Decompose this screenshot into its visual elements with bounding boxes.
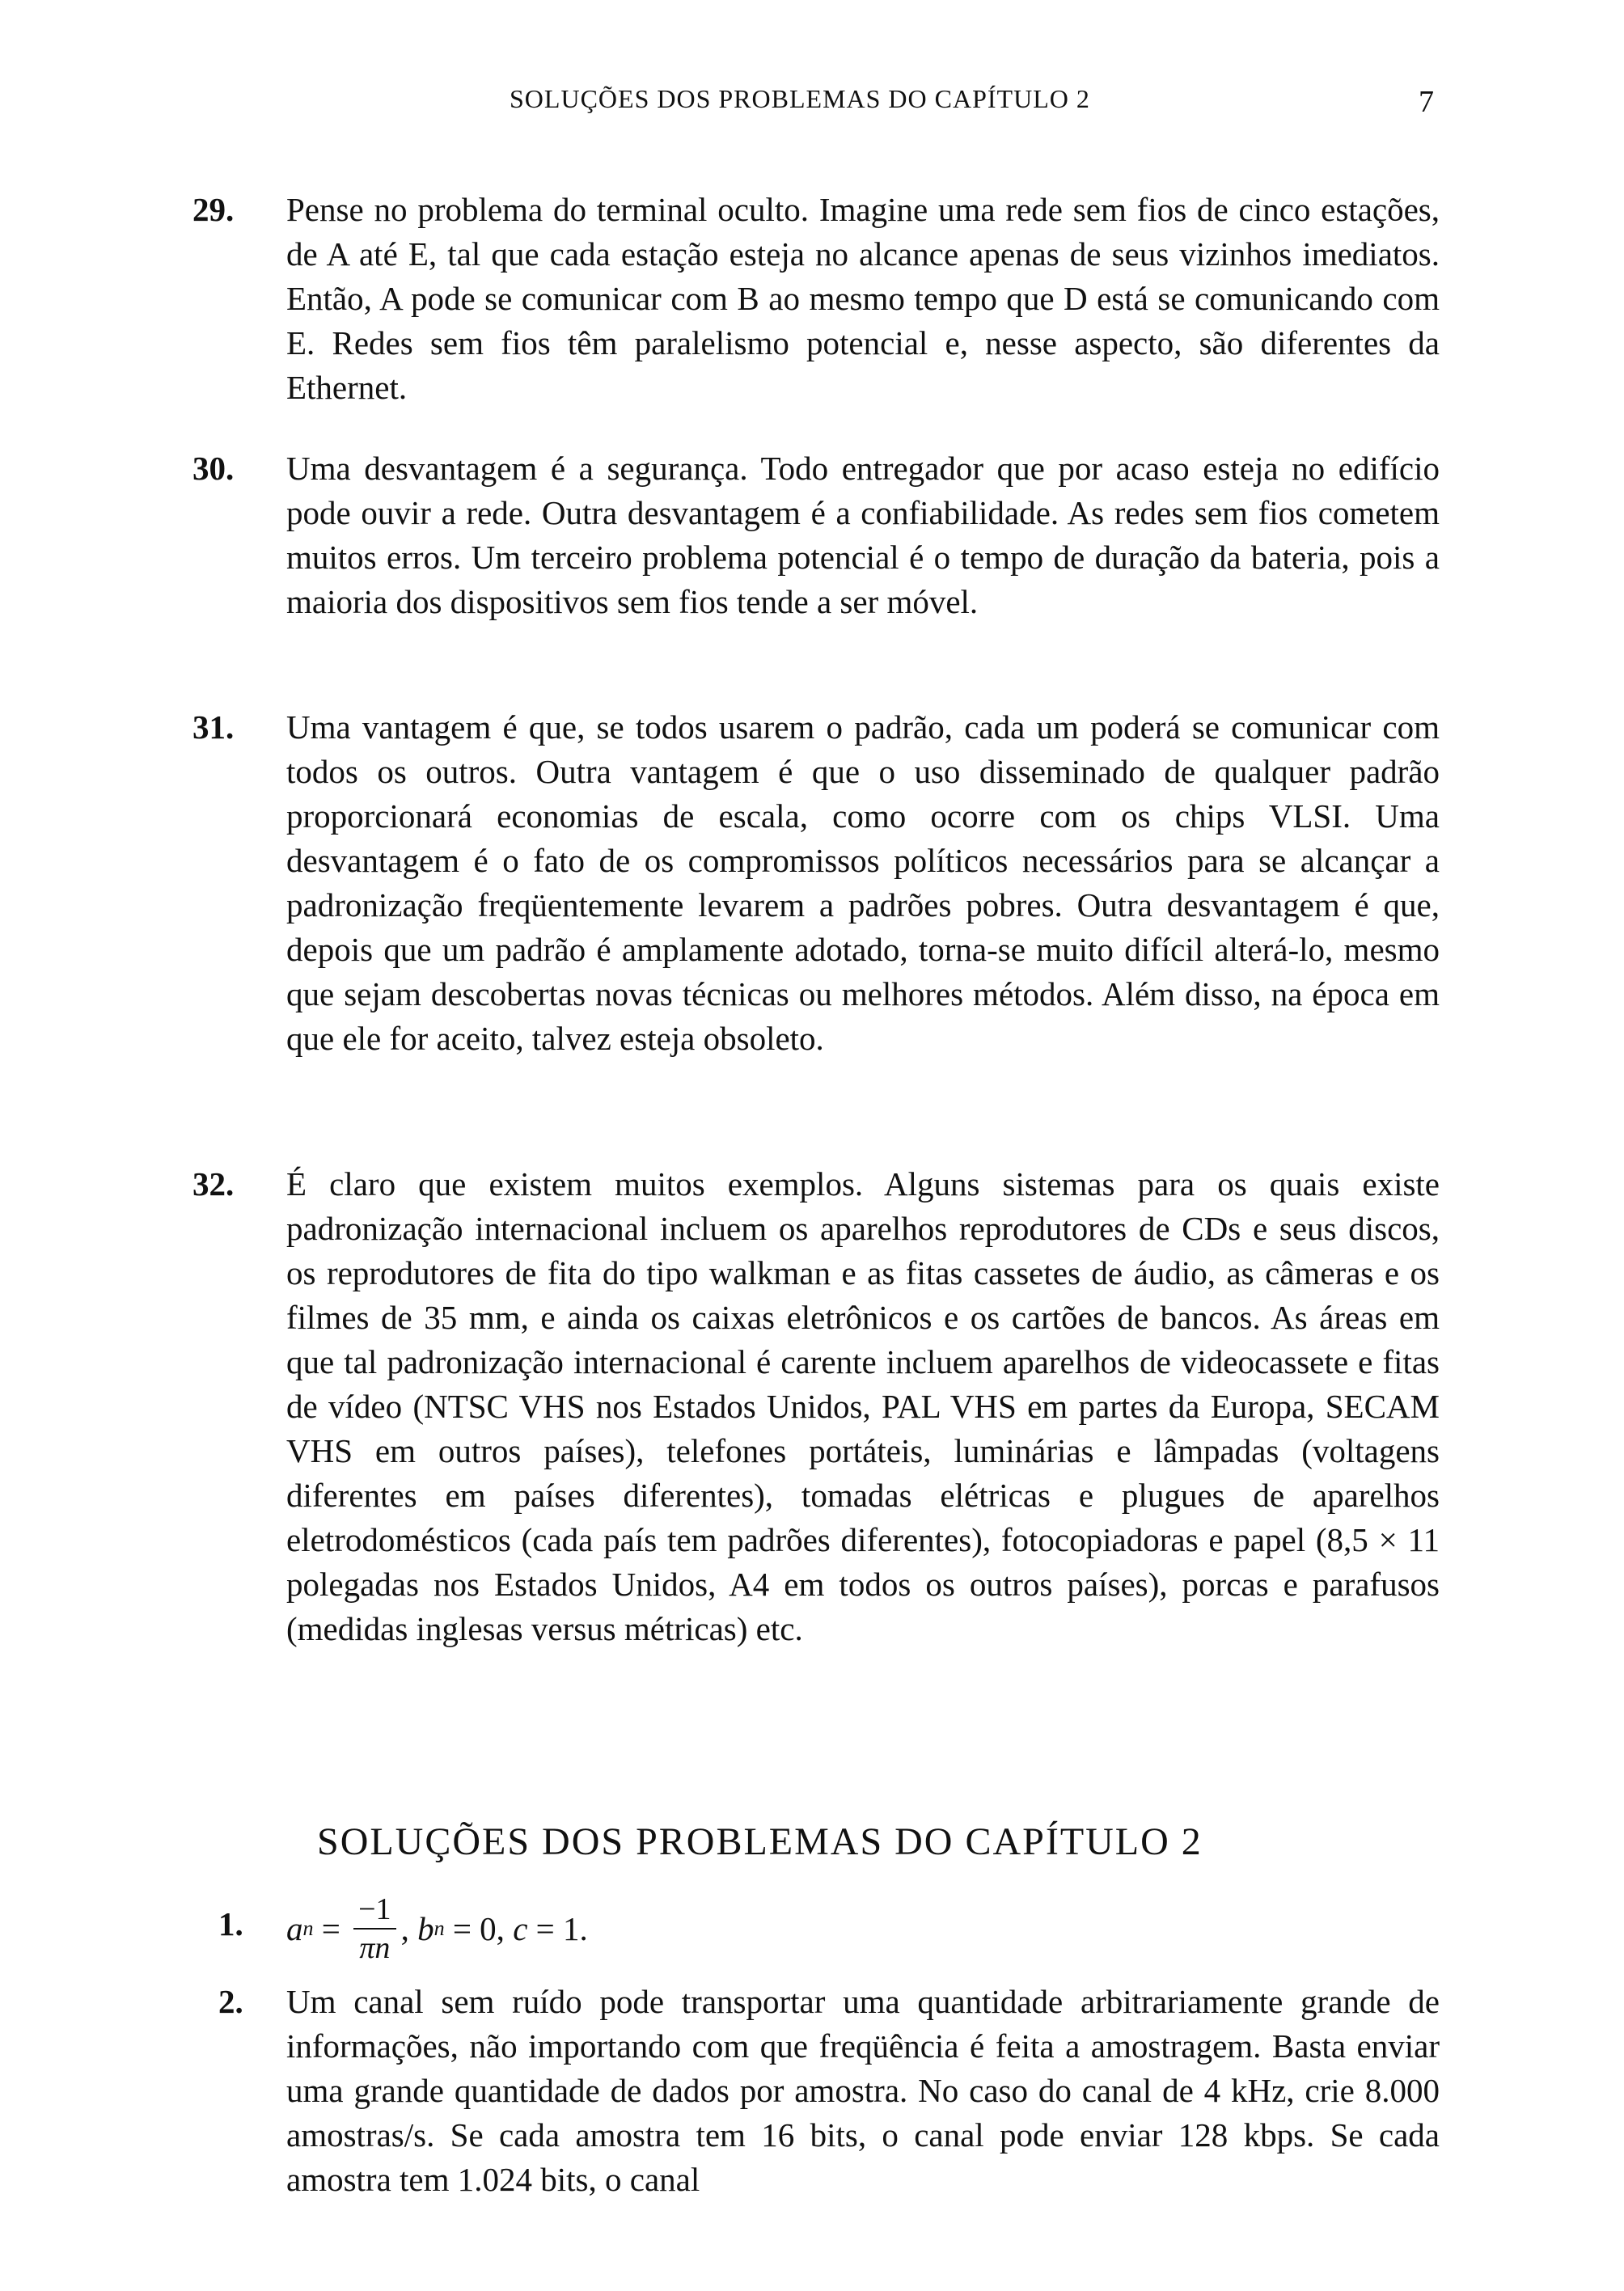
answer-text: Uma desvantagem é a segurança. Todo entregador que por acaso esteja no edifício pode ouvir a rede. Outra desvantagem é a confiabilidade. As redes sem fios cometem muitos erros. Um terceiro problema potencial é o tempo de duração da bateria, pois a maioria dos dispositivos sem fios tende a ser móvel. bbox=[286, 450, 1440, 620]
answer-text: Um canal sem ruído pode transportar uma quantidade arbitrariamente grande de informações, não importando com que freqüência é feita a amostragem. Basta enviar uma grande quantidade de dados por amostra. No caso do canal de 4 kHz, crie 8.000 amostras/s. Se cada amostra tem 16 bits, o canal pode enviar 128 kbps. Se cada amostra tem 1.024 bits, o canal bbox=[286, 1983, 1440, 2198]
answer-number: 29. bbox=[192, 191, 235, 228]
formula-equals: = bbox=[313, 1910, 349, 1947]
formula-b: b bbox=[417, 1910, 434, 1947]
answer-31 bbox=[192, 705, 1440, 1061]
formula-comma: , bbox=[400, 1910, 418, 1947]
answer-2 bbox=[192, 1980, 1440, 2202]
fraction-numerator: −1 bbox=[353, 1891, 395, 1930]
answer-number: 32. bbox=[192, 1165, 235, 1203]
answer-number: 30. bbox=[192, 450, 235, 487]
page-number: 7 bbox=[1419, 85, 1434, 119]
answer-text: Pense no problema do terminal oculto. Imagine uma rede sem fios de cinco estações, de A até E, tal que cada estação esteja no alcance apenas de seus vizinhos imediatos. Então, A pode se comunicar com B ao mesmo tempo que D está se comunicando com E. Redes sem fios têm paralelismo potencial e, nesse aspecto, são diferentes da Ethernet. bbox=[286, 191, 1440, 406]
answer-number: 31. bbox=[192, 708, 235, 746]
answer-32 bbox=[192, 1162, 1440, 1651]
formula-a: a bbox=[286, 1910, 303, 1947]
fraction-denominator: πn bbox=[359, 1931, 391, 1965]
formula-c-value: = 1. bbox=[527, 1910, 588, 1947]
answer-number: 1. bbox=[218, 1905, 243, 1942]
formula bbox=[286, 1884, 588, 1973]
answer-1 bbox=[218, 1884, 1432, 1973]
answer-text: Uma vantagem é que, se todos usarem o padrão, cada um poderá se comunicar com todos os outros. Outra vantagem é que o uso disseminado de qualquer padrão proporcionará economias de escala, como ocorre com os chips VLSI. Uma desvantagem é o fato de os compromissos políticos necessários para se alcançar a padronização freqüentemente levarem a padrões pobres. Outra desvantagem é que, depois que um padrão é amplamente adotado, torna-se muito difícil alterá-lo, mesmo que sejam descobertas novas técnicas ou melhores métodos. Além disso, na época em que ele for aceito, talvez esteja obsoleto. bbox=[286, 708, 1440, 1057]
section-heading: SOLUÇÕES DOS PROBLEMAS DO CAPÍTULO 2 bbox=[317, 1820, 1203, 1863]
running-head-title: SOLUÇÕES DOS PROBLEMAS DO CAPÍTULO 2 bbox=[510, 84, 1090, 113]
formula-b-value: = 0, bbox=[444, 1910, 514, 1947]
formula-fraction bbox=[353, 1891, 395, 1967]
answer-number: 2. bbox=[218, 1983, 243, 2020]
answer-30 bbox=[192, 446, 1440, 624]
formula-sub-n: n bbox=[302, 1917, 314, 1940]
answer-29 bbox=[192, 188, 1440, 410]
answer-text: É claro que existem muitos exemplos. Alguns sistemas para os quais existe padronização internacional incluem os aparelhos reprodutores de CDs e seus discos, os reprodutores de fita do tipo walkman e as fitas cassetes de áudio, as câmeras e os filmes de 35 mm, e ainda os caixas eletrônicos e os cartões de bancos. As áreas em que tal padronização internacional é carente incluem aparelhos de videocassete e fitas de vídeo (NTSC VHS nos Estados Unidos, PAL VHS em partes da Europa, SECAM VHS em outros países), telefones portáteis, luminárias e lâmpadas (voltagens diferentes em países diferentes), tomadas elétricas e plugues de aparelhos eletrodomésticos (cada país tem padrões diferentes), fotocopiadoras e papel (8,5 × 11 polegadas nos Estados Unidos, A4 em todos os outros países), porcas e parafusos (medidas inglesas versus métricas) etc. bbox=[286, 1165, 1440, 1647]
formula-sub-n: n bbox=[433, 1917, 445, 1940]
formula-c: c bbox=[513, 1910, 528, 1947]
